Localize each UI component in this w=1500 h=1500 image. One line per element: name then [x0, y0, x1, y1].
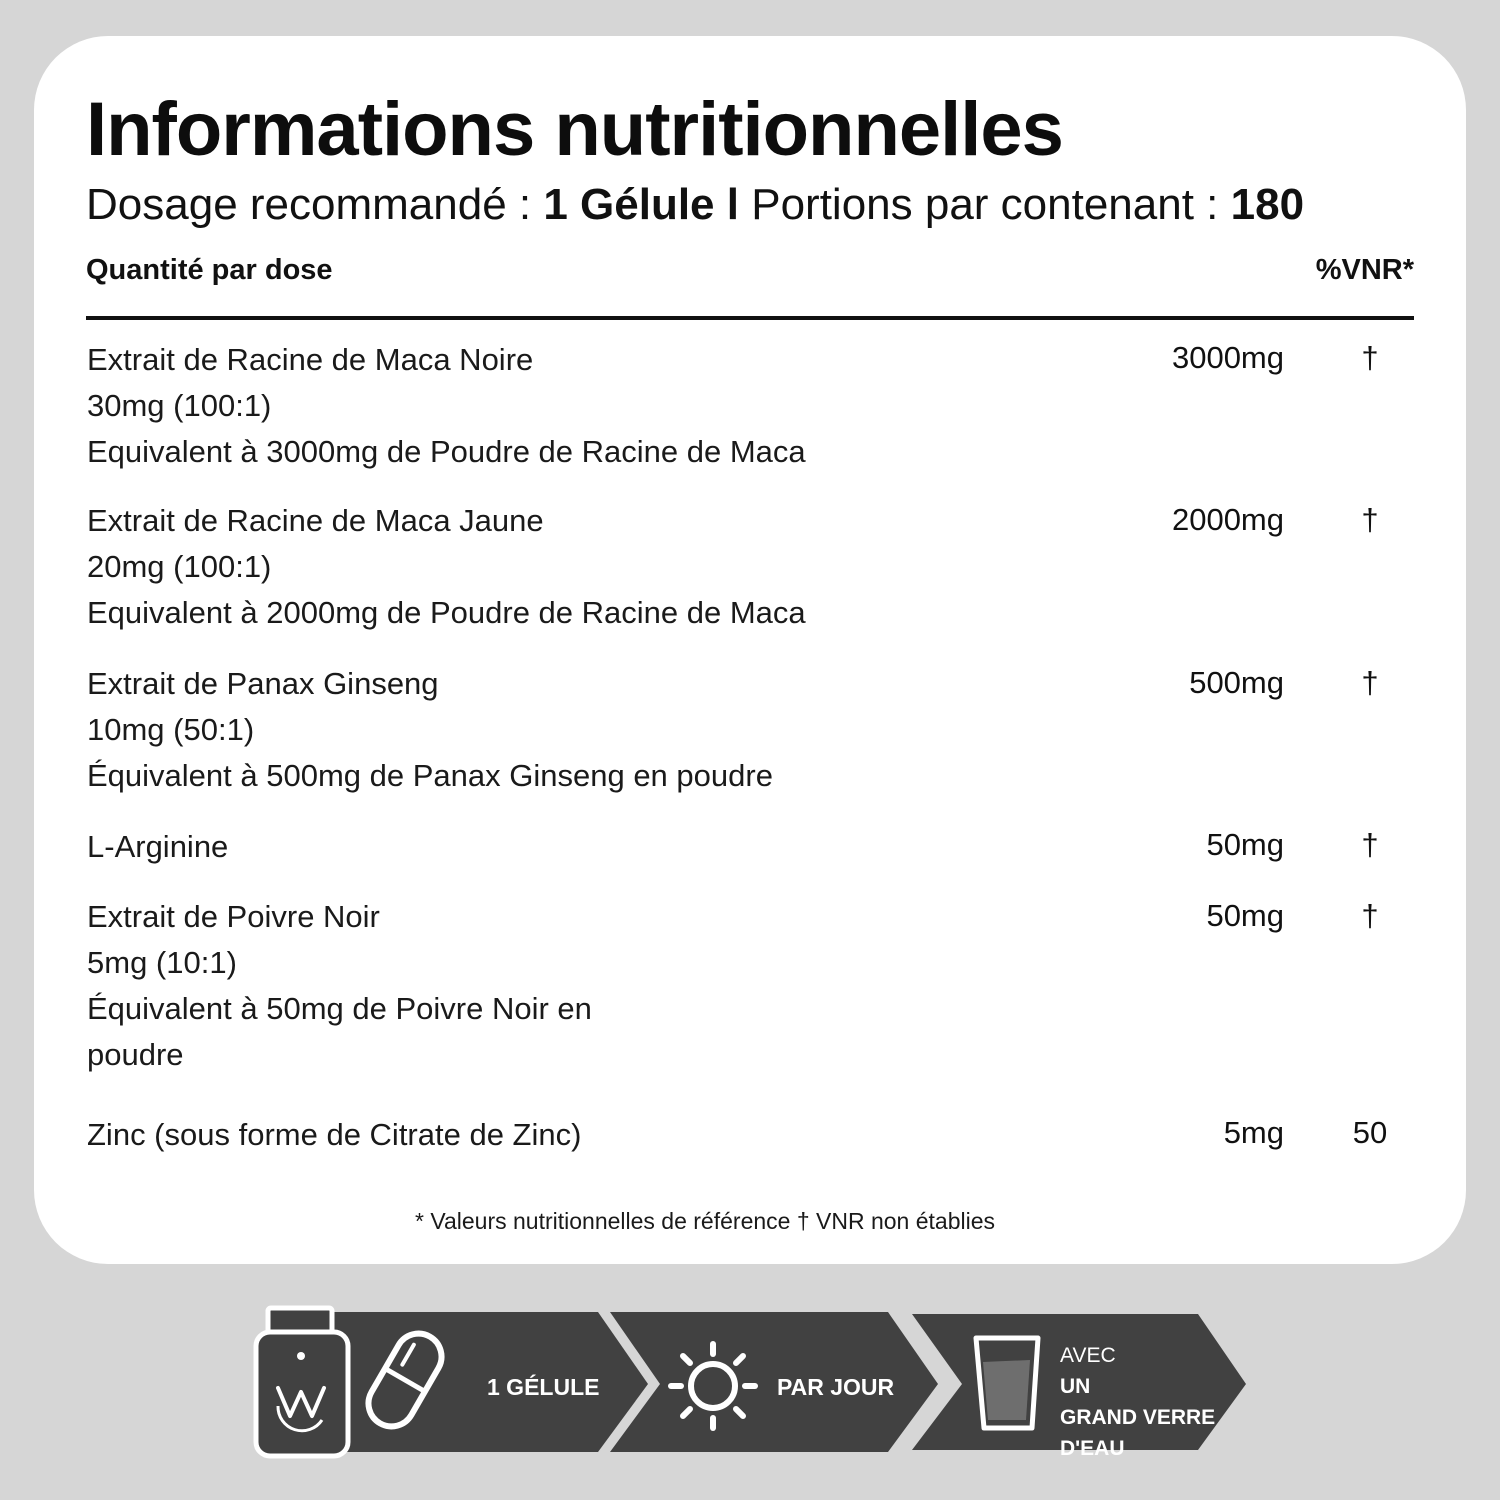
- ingredient-amount: 3000mg: [1171, 340, 1284, 375]
- portions-label: Portions par contenant :: [751, 180, 1231, 229]
- ingredient-line: Zinc (sous forme de Citrate de Zinc): [87, 1117, 582, 1152]
- ingredient-line: Équivalent à 50mg de Poivre Noir en: [87, 991, 592, 1026]
- ingredient-name: [87, 337, 806, 475]
- dosage-subtitle: [86, 180, 1304, 230]
- ingredient-line: 30mg (100:1): [87, 388, 272, 423]
- step-water-text: AVEC: [1060, 1344, 1116, 1367]
- ingredient-vnr: †: [1361, 665, 1379, 700]
- ingredient-line: Equivalent à 3000mg de Poudre de Racine de Maca: [87, 434, 806, 469]
- ingredient-amount: 50mg: [1206, 898, 1284, 933]
- ingredient-amount: 5mg: [1223, 1115, 1284, 1150]
- ingredient-name: [87, 1112, 581, 1158]
- ingredient-vnr: †: [1361, 827, 1379, 862]
- ingredient-line: 10mg (50:1): [87, 712, 255, 747]
- ingredient-vnr: †: [1361, 502, 1379, 537]
- step-water-line: D'EAU: [1060, 1437, 1125, 1460]
- ingredient-line: L-Arginine: [87, 829, 229, 864]
- ingredient-name: [87, 661, 773, 799]
- ingredient-name: [87, 498, 806, 636]
- vnr-footnote: * Valeurs nutritionnelles de référence † VNR non établies: [414, 1208, 996, 1234]
- ingredient-name: [87, 824, 228, 870]
- ingredient-line: Extrait de Racine de Maca Jaune: [87, 503, 544, 538]
- ingredient-line: 20mg (100:1): [87, 549, 272, 584]
- ingredient-amount: 50mg: [1206, 827, 1284, 862]
- step-day-label: PAR JOUR: [777, 1374, 895, 1400]
- page-title: Informations nutritionnelles: [86, 87, 1063, 172]
- ingredient-line: 5mg (10:1): [87, 945, 237, 980]
- column-header-vnr: %VNR*: [1315, 254, 1414, 286]
- dosage-banner: [0, 1296, 1500, 1466]
- ingredient-vnr: †: [1361, 340, 1379, 375]
- step-water-line: [1060, 1340, 1215, 1402]
- ingredient-amount: 500mg: [1189, 665, 1284, 700]
- ingredient-vnr: †: [1361, 898, 1379, 933]
- ingredient-line: Équivalent à 500mg de Panax Ginseng en poudre: [87, 758, 773, 793]
- dosage-separator: l: [714, 180, 752, 229]
- header-divider: [86, 316, 1414, 320]
- dosage-value: 1 Gélule: [543, 180, 715, 229]
- ingredient-name: [87, 894, 592, 1078]
- step-water-line: GRAND VERRE: [1060, 1406, 1216, 1429]
- ingredient-line: Equivalent à 2000mg de Poudre de Racine de Maca: [87, 595, 806, 630]
- ingredient-line: Extrait de Panax Ginseng: [87, 666, 439, 701]
- column-header-quantity: Quantité par dose: [86, 254, 333, 286]
- step-water-label: [1060, 1340, 1215, 1464]
- ingredient-line: poudre: [87, 1037, 184, 1072]
- supplement-bottle-icon: [256, 1308, 348, 1456]
- ingredient-line: Extrait de Racine de Maca Noire: [87, 342, 534, 377]
- ingredient-vnr: 50: [1352, 1115, 1388, 1150]
- ingredient-amount: 2000mg: [1171, 502, 1284, 537]
- ingredient-line: Extrait de Poivre Noir: [87, 899, 380, 934]
- step-water-text: UN: [1060, 1375, 1091, 1398]
- step-capsule-label: 1 GÉLULE: [487, 1374, 600, 1400]
- portions-value: 180: [1230, 180, 1305, 229]
- dosage-label: Dosage recommandé :: [86, 180, 544, 229]
